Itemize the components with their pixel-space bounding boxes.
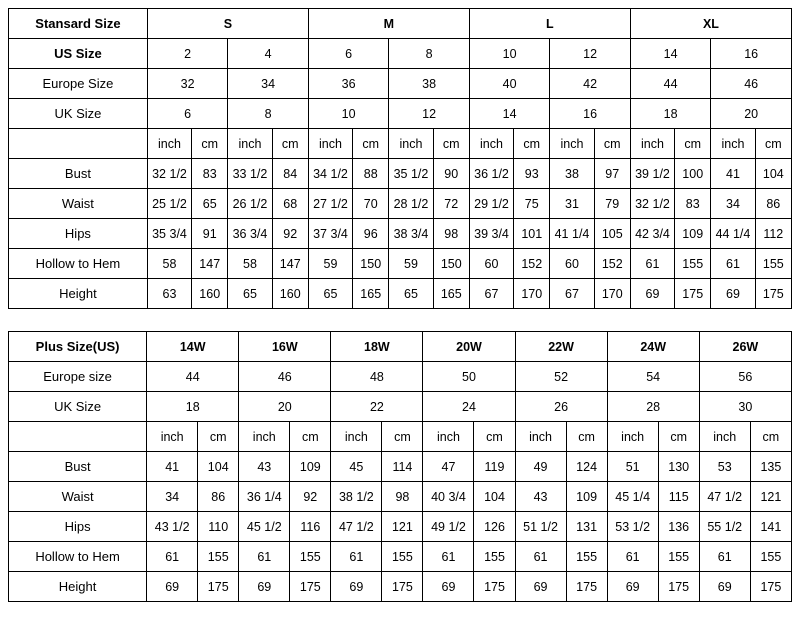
plus-unit-cell-5: cm [382, 422, 423, 452]
plus-cell-hollow-10: 61 [607, 542, 658, 572]
plus-unit-cell-13: cm [750, 422, 791, 452]
plus-cell-hollow-0: 61 [147, 542, 198, 572]
plus-cell-uk-2: 22 [331, 392, 423, 422]
unit-cell-9: cm [514, 129, 550, 159]
cell-waist-3: 68 [272, 189, 308, 219]
plus-cell-height-12: 69 [699, 572, 750, 602]
table-row-bust [9, 159, 792, 189]
plus-cell-europe-3: 50 [423, 362, 515, 392]
cell-height-2: 65 [228, 279, 272, 309]
plus-size-header-0: 14W [147, 332, 239, 362]
plus-cell-height-10: 69 [607, 572, 658, 602]
standard-size-table [8, 8, 792, 309]
cell-hollow-8: 60 [469, 249, 513, 279]
plus-cell-bust-2: 43 [239, 452, 290, 482]
unit-cell-7: cm [433, 129, 469, 159]
plus-unit-cell-1: cm [198, 422, 239, 452]
cell-waist-2: 26 1/2 [228, 189, 272, 219]
cell-height-0: 63 [147, 279, 191, 309]
plus-unit-cell-8: inch [515, 422, 566, 452]
cell-hollow-6: 59 [389, 249, 433, 279]
cell-waist-4: 27 1/2 [308, 189, 352, 219]
cell-hips-4: 37 3/4 [308, 219, 352, 249]
plus-table-row-waist [9, 482, 792, 512]
cell-hollow-15: 155 [755, 249, 791, 279]
plus-cell-hollow-6: 61 [423, 542, 474, 572]
cell-hips-5: 96 [353, 219, 389, 249]
cell-europe-size-3: 38 [389, 69, 470, 99]
cell-bust-4: 34 1/2 [308, 159, 352, 189]
plus-cell-height-0: 69 [147, 572, 198, 602]
plus-cell-hips-10: 53 1/2 [607, 512, 658, 542]
cell-height-9: 170 [514, 279, 550, 309]
table-row-europe-size [9, 69, 792, 99]
cell-height-12: 69 [630, 279, 674, 309]
cell-europe-size-5: 42 [550, 69, 631, 99]
plus-unit-cell-9: cm [566, 422, 607, 452]
cell-waist-9: 75 [514, 189, 550, 219]
plus-cell-waist-4: 38 1/2 [331, 482, 382, 512]
plus-cell-bust-9: 124 [566, 452, 607, 482]
plus-cell-europe-4: 52 [515, 362, 607, 392]
plus-cell-bust-6: 47 [423, 452, 474, 482]
plus-cell-waist-7: 104 [474, 482, 515, 512]
plus-cell-hips-0: 43 1/2 [147, 512, 198, 542]
unit-cell-2: inch [228, 129, 272, 159]
cell-bust-10: 38 [550, 159, 594, 189]
cell-hollow-12: 61 [630, 249, 674, 279]
plus-cell-height-4: 69 [331, 572, 382, 602]
unit-cell-11: cm [594, 129, 630, 159]
unit-cell-6: inch [389, 129, 433, 159]
group-header-m: M [308, 9, 469, 39]
cell-height-6: 65 [389, 279, 433, 309]
plus-size-header-5: 24W [607, 332, 699, 362]
cell-uk-size-3: 12 [389, 99, 470, 129]
cell-height-15: 175 [755, 279, 791, 309]
row-label-bust: Bust [9, 159, 148, 189]
cell-us-size-3: 8 [389, 39, 470, 69]
plus-cell-height-9: 175 [566, 572, 607, 602]
plus-cell-height-5: 175 [382, 572, 423, 602]
plus-row-label-europe-size: Europe size [9, 362, 147, 392]
cell-height-10: 67 [550, 279, 594, 309]
plus-cell-hips-11: 136 [658, 512, 699, 542]
cell-uk-size-1: 8 [228, 99, 309, 129]
plus-cell-uk-5: 28 [607, 392, 699, 422]
unit-cell-13: cm [675, 129, 711, 159]
cell-us-size-4: 10 [469, 39, 549, 69]
plus-cell-uk-4: 26 [515, 392, 607, 422]
cell-bust-11: 97 [594, 159, 630, 189]
plus-row-label-uk-size: UK Size [9, 392, 147, 422]
plus-cell-bust-11: 130 [658, 452, 699, 482]
cell-hips-0: 35 3/4 [147, 219, 191, 249]
table-row-height [9, 279, 792, 309]
plus-cell-height-1: 175 [198, 572, 239, 602]
cell-europe-size-1: 34 [228, 69, 309, 99]
plus-cell-bust-13: 135 [750, 452, 791, 482]
plus-cell-hollow-12: 61 [699, 542, 750, 572]
plus-table-row-header [9, 332, 792, 362]
plus-cell-bust-4: 45 [331, 452, 382, 482]
plus-unit-cell-12: inch [699, 422, 750, 452]
cell-height-8: 67 [469, 279, 513, 309]
plus-cell-hips-4: 47 1/2 [331, 512, 382, 542]
plus-cell-waist-8: 43 [515, 482, 566, 512]
cell-us-size-5: 12 [550, 39, 631, 69]
cell-bust-5: 88 [353, 159, 389, 189]
unit-cell-10: inch [550, 129, 594, 159]
cell-uk-size-5: 16 [550, 99, 631, 129]
cell-waist-6: 28 1/2 [389, 189, 433, 219]
cell-hips-8: 39 3/4 [469, 219, 513, 249]
plus-cell-hips-5: 121 [382, 512, 423, 542]
row-label-europe-size: Europe Size [9, 69, 148, 99]
plus-table-row-europe-size [9, 362, 792, 392]
cell-europe-size-7: 46 [711, 69, 792, 99]
cell-bust-12: 39 1/2 [630, 159, 674, 189]
cell-hollow-14: 61 [711, 249, 755, 279]
cell-bust-1: 83 [192, 159, 228, 189]
plus-cell-waist-12: 47 1/2 [699, 482, 750, 512]
plus-unit-cell-4: inch [331, 422, 382, 452]
plus-row-label-hollow-to-hem: Hollow to Hem [9, 542, 147, 572]
cell-hips-14: 44 1/4 [711, 219, 755, 249]
cell-waist-14: 34 [711, 189, 755, 219]
row-label-waist: Waist [9, 189, 148, 219]
plus-row-label-bust: Bust [9, 452, 147, 482]
plus-cell-bust-10: 51 [607, 452, 658, 482]
plus-size-header-3: 20W [423, 332, 515, 362]
cell-waist-10: 31 [550, 189, 594, 219]
row-label-units [9, 129, 148, 159]
plus-cell-bust-1: 104 [198, 452, 239, 482]
plus-cell-height-8: 69 [515, 572, 566, 602]
unit-cell-1: cm [192, 129, 228, 159]
cell-hollow-13: 155 [675, 249, 711, 279]
cell-waist-7: 72 [433, 189, 469, 219]
plus-cell-waist-10: 45 1/4 [607, 482, 658, 512]
plus-unit-cell-2: inch [239, 422, 290, 452]
group-header-l: L [469, 9, 630, 39]
plus-cell-hollow-11: 155 [658, 542, 699, 572]
cell-uk-size-6: 18 [630, 99, 710, 129]
cell-height-4: 65 [308, 279, 352, 309]
cell-bust-3: 84 [272, 159, 308, 189]
cell-hips-9: 101 [514, 219, 550, 249]
plus-size-header-2: 18W [331, 332, 423, 362]
plus-cell-hollow-2: 61 [239, 542, 290, 572]
plus-cell-height-6: 69 [423, 572, 474, 602]
cell-uk-size-2: 10 [308, 99, 388, 129]
row-label-height: Height [9, 279, 148, 309]
plus-unit-cell-0: inch [147, 422, 198, 452]
row-label-us-size: US Size [9, 39, 148, 69]
plus-cell-hollow-13: 155 [750, 542, 791, 572]
cell-height-14: 69 [711, 279, 755, 309]
row-label-hips: Hips [9, 219, 148, 249]
plus-cell-waist-11: 115 [658, 482, 699, 512]
plus-cell-bust-12: 53 [699, 452, 750, 482]
plus-cell-europe-5: 54 [607, 362, 699, 392]
cell-waist-8: 29 1/2 [469, 189, 513, 219]
plus-cell-uk-1: 20 [239, 392, 331, 422]
cell-height-11: 170 [594, 279, 630, 309]
plus-cell-waist-1: 86 [198, 482, 239, 512]
plus-cell-europe-2: 48 [331, 362, 423, 392]
plus-cell-hips-13: 141 [750, 512, 791, 542]
plus-cell-hips-7: 126 [474, 512, 515, 542]
cell-waist-5: 70 [353, 189, 389, 219]
cell-bust-7: 90 [433, 159, 469, 189]
cell-height-7: 165 [433, 279, 469, 309]
plus-size-header-1: 16W [239, 332, 331, 362]
standard-size-title: Stansard Size [9, 9, 148, 39]
unit-cell-4: inch [308, 129, 352, 159]
plus-cell-bust-5: 114 [382, 452, 423, 482]
group-header-s: S [147, 9, 308, 39]
table-row-us-size [9, 39, 792, 69]
cell-hips-12: 42 3/4 [630, 219, 674, 249]
plus-cell-hips-12: 55 1/2 [699, 512, 750, 542]
plus-unit-cell-10: inch [607, 422, 658, 452]
plus-row-label-units [9, 422, 147, 452]
plus-cell-hips-9: 131 [566, 512, 607, 542]
cell-bust-15: 104 [755, 159, 791, 189]
unit-cell-15: cm [755, 129, 791, 159]
plus-table-row-uk-size [9, 392, 792, 422]
cell-uk-size-4: 14 [469, 99, 549, 129]
row-label-uk-size: UK Size [9, 99, 148, 129]
cell-us-size-0: 2 [147, 39, 227, 69]
plus-cell-hollow-7: 155 [474, 542, 515, 572]
plus-cell-height-3: 175 [290, 572, 331, 602]
cell-europe-size-0: 32 [147, 69, 227, 99]
cell-hollow-1: 147 [192, 249, 228, 279]
plus-size-table [8, 331, 792, 602]
cell-hips-7: 98 [433, 219, 469, 249]
table-divider [8, 309, 792, 331]
plus-cell-hollow-8: 61 [515, 542, 566, 572]
plus-row-label-waist: Waist [9, 482, 147, 512]
plus-unit-cell-6: inch [423, 422, 474, 452]
plus-cell-uk-0: 18 [147, 392, 239, 422]
plus-cell-waist-5: 98 [382, 482, 423, 512]
unit-cell-3: cm [272, 129, 308, 159]
plus-cell-waist-13: 121 [750, 482, 791, 512]
plus-cell-waist-6: 40 3/4 [423, 482, 474, 512]
plus-cell-hips-3: 116 [290, 512, 331, 542]
plus-cell-bust-0: 41 [147, 452, 198, 482]
cell-height-1: 160 [192, 279, 228, 309]
cell-hollow-3: 147 [272, 249, 308, 279]
cell-waist-12: 32 1/2 [630, 189, 674, 219]
cell-hips-3: 92 [272, 219, 308, 249]
plus-cell-hollow-3: 155 [290, 542, 331, 572]
unit-cell-5: cm [353, 129, 389, 159]
cell-europe-size-2: 36 [308, 69, 388, 99]
plus-cell-europe-1: 46 [239, 362, 331, 392]
cell-bust-14: 41 [711, 159, 755, 189]
plus-cell-waist-3: 92 [290, 482, 331, 512]
cell-uk-size-7: 20 [711, 99, 792, 129]
table-row-units [9, 129, 792, 159]
cell-height-5: 165 [353, 279, 389, 309]
cell-height-3: 160 [272, 279, 308, 309]
plus-table-row-hips [9, 512, 792, 542]
unit-cell-14: inch [711, 129, 755, 159]
cell-hollow-0: 58 [147, 249, 191, 279]
row-label-hollow-to-hem: Hollow to Hem [9, 249, 148, 279]
plus-size-header-6: 26W [699, 332, 791, 362]
plus-cell-bust-7: 119 [474, 452, 515, 482]
plus-table-row-height [9, 572, 792, 602]
plus-unit-cell-11: cm [658, 422, 699, 452]
plus-table-row-bust [9, 452, 792, 482]
table-row-hips [9, 219, 792, 249]
cell-hips-10: 41 1/4 [550, 219, 594, 249]
plus-cell-bust-3: 109 [290, 452, 331, 482]
cell-hollow-2: 58 [228, 249, 272, 279]
cell-us-size-2: 6 [308, 39, 388, 69]
cell-bust-13: 100 [675, 159, 711, 189]
plus-cell-hips-1: 110 [198, 512, 239, 542]
cell-hollow-9: 152 [514, 249, 550, 279]
cell-waist-15: 86 [755, 189, 791, 219]
table-row-header [9, 9, 792, 39]
cell-waist-1: 65 [192, 189, 228, 219]
plus-cell-hollow-1: 155 [198, 542, 239, 572]
cell-waist-11: 79 [594, 189, 630, 219]
cell-bust-2: 33 1/2 [228, 159, 272, 189]
unit-cell-8: inch [469, 129, 513, 159]
table-row-uk-size [9, 99, 792, 129]
cell-hips-1: 91 [192, 219, 228, 249]
plus-cell-height-13: 175 [750, 572, 791, 602]
unit-cell-12: inch [630, 129, 674, 159]
plus-row-label-hips: Hips [9, 512, 147, 542]
plus-cell-hollow-5: 155 [382, 542, 423, 572]
plus-cell-europe-0: 44 [147, 362, 239, 392]
cell-waist-0: 25 1/2 [147, 189, 191, 219]
plus-row-label-height: Height [9, 572, 147, 602]
plus-cell-hips-6: 49 1/2 [423, 512, 474, 542]
plus-cell-waist-9: 109 [566, 482, 607, 512]
plus-cell-waist-2: 36 1/4 [239, 482, 290, 512]
cell-bust-8: 36 1/2 [469, 159, 513, 189]
cell-hips-6: 38 3/4 [389, 219, 433, 249]
cell-hips-15: 112 [755, 219, 791, 249]
cell-us-size-1: 4 [228, 39, 309, 69]
plus-cell-height-11: 175 [658, 572, 699, 602]
plus-cell-uk-3: 24 [423, 392, 515, 422]
plus-cell-europe-6: 56 [699, 362, 791, 392]
plus-cell-height-2: 69 [239, 572, 290, 602]
cell-hollow-4: 59 [308, 249, 352, 279]
cell-bust-0: 32 1/2 [147, 159, 191, 189]
cell-hips-2: 36 3/4 [228, 219, 272, 249]
plus-table-row-units [9, 422, 792, 452]
plus-cell-hips-2: 45 1/2 [239, 512, 290, 542]
cell-height-13: 175 [675, 279, 711, 309]
cell-hollow-5: 150 [353, 249, 389, 279]
plus-size-header-4: 22W [515, 332, 607, 362]
plus-unit-cell-7: cm [474, 422, 515, 452]
plus-cell-uk-6: 30 [699, 392, 791, 422]
cell-waist-13: 83 [675, 189, 711, 219]
plus-cell-waist-0: 34 [147, 482, 198, 512]
cell-hollow-7: 150 [433, 249, 469, 279]
cell-bust-6: 35 1/2 [389, 159, 433, 189]
cell-us-size-6: 14 [630, 39, 710, 69]
table-row-waist [9, 189, 792, 219]
plus-table-row-hollow-to-hem [9, 542, 792, 572]
plus-cell-hollow-9: 155 [566, 542, 607, 572]
cell-hips-11: 105 [594, 219, 630, 249]
cell-bust-9: 93 [514, 159, 550, 189]
plus-unit-cell-3: cm [290, 422, 331, 452]
cell-hips-13: 109 [675, 219, 711, 249]
plus-cell-height-7: 175 [474, 572, 515, 602]
cell-europe-size-6: 44 [630, 69, 710, 99]
cell-hollow-10: 60 [550, 249, 594, 279]
plus-cell-hollow-4: 61 [331, 542, 382, 572]
table-row-hollow-to-hem [9, 249, 792, 279]
unit-cell-0: inch [147, 129, 191, 159]
cell-uk-size-0: 6 [147, 99, 227, 129]
plus-cell-bust-8: 49 [515, 452, 566, 482]
plus-size-title: Plus Size(US) [9, 332, 147, 362]
cell-europe-size-4: 40 [469, 69, 549, 99]
plus-cell-hips-8: 51 1/2 [515, 512, 566, 542]
group-header-xl: XL [630, 9, 791, 39]
cell-hollow-11: 152 [594, 249, 630, 279]
cell-us-size-7: 16 [711, 39, 792, 69]
